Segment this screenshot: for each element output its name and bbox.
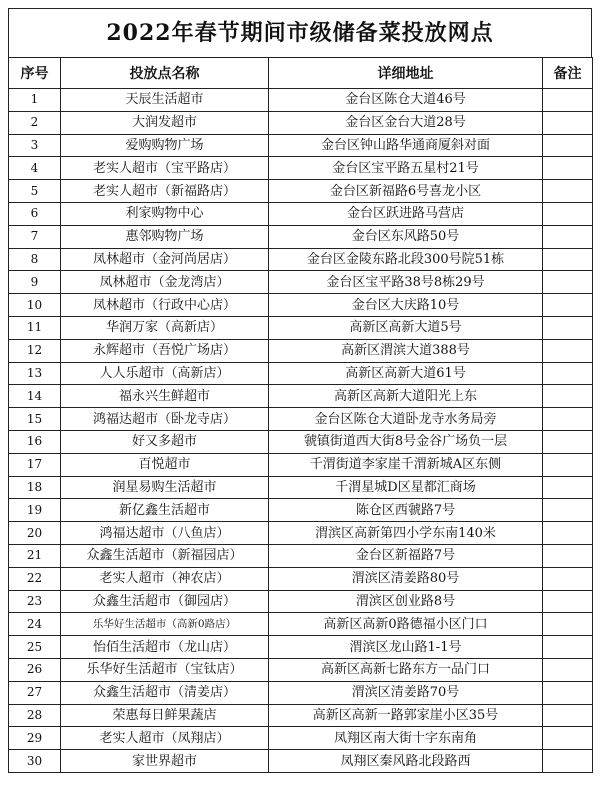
header-row <box>9 58 593 89</box>
outlet-address: 千渭星城D区星都汇商场 <box>269 476 543 499</box>
table-row <box>9 544 593 567</box>
outlet-name: 利家购物中心 <box>61 202 269 225</box>
outlet-name: 鸿福达超市（八鱼店） <box>61 522 269 545</box>
row-number: 19 <box>9 499 61 522</box>
outlet-note <box>543 681 593 704</box>
outlet-name: 众鑫生活超市（御园店） <box>61 590 269 613</box>
outlet-address: 金台区新福路7号 <box>269 544 543 567</box>
table-body <box>9 89 593 773</box>
table-row <box>9 180 593 203</box>
outlet-note <box>543 567 593 590</box>
outlet-address: 金台区金台大道28号 <box>269 111 543 134</box>
outlet-note <box>543 202 593 225</box>
outlet-address: 金台区大庆路10号 <box>269 294 543 317</box>
table-row <box>9 294 593 317</box>
row-number: 10 <box>9 294 61 317</box>
outlet-note <box>543 522 593 545</box>
table-row <box>9 704 593 727</box>
table-row <box>9 476 593 499</box>
outlet-note <box>543 499 593 522</box>
outlet-address: 金台区宝平路五星村21号 <box>269 157 543 180</box>
outlet-name: 乐华好生活超市（高新0路店） <box>61 613 269 636</box>
outlet-note <box>543 339 593 362</box>
table-row <box>9 408 593 431</box>
table-header <box>9 58 593 89</box>
outlet-note <box>543 111 593 134</box>
table-row <box>9 590 593 613</box>
row-number: 28 <box>9 704 61 727</box>
outlet-note <box>543 704 593 727</box>
table-row <box>9 362 593 385</box>
outlet-address: 金台区东风路50号 <box>269 225 543 248</box>
outlet-note <box>543 613 593 636</box>
outlet-note <box>543 727 593 750</box>
outlet-address: 金台区金陵东路北段300号院51栋 <box>269 248 543 271</box>
outlet-note <box>543 430 593 453</box>
table-row <box>9 248 593 271</box>
outlet-note <box>543 544 593 567</box>
outlet-name: 人人乐超市（高新店） <box>61 362 269 385</box>
outlet-name: 老实人超市（凤翔店） <box>61 727 269 750</box>
table-row <box>9 522 593 545</box>
row-number: 23 <box>9 590 61 613</box>
outlet-address: 凤翔区南大街十字东南角 <box>269 727 543 750</box>
outlet-name: 爱购购物广场 <box>61 134 269 157</box>
outlet-address: 陈仓区西虢路7号 <box>269 499 543 522</box>
table-row <box>9 134 593 157</box>
outlet-note <box>543 362 593 385</box>
outlet-address: 渭滨区龙山路1-1号 <box>269 636 543 659</box>
row-number: 7 <box>9 225 61 248</box>
outlet-note <box>543 248 593 271</box>
outlet-name: 凤林超市（金河尚居店） <box>61 248 269 271</box>
outlet-address: 高新区高新大道5号 <box>269 316 543 339</box>
outlet-note <box>543 157 593 180</box>
row-number: 8 <box>9 248 61 271</box>
outlet-name: 鸿福达超市（卧龙寺店） <box>61 408 269 431</box>
row-number: 29 <box>9 727 61 750</box>
outlet-address: 凤翔区秦风路北段路西 <box>269 750 543 773</box>
outlet-address: 渭滨区清姜路80号 <box>269 567 543 590</box>
outlet-name: 润星易购生活超市 <box>61 476 269 499</box>
outlet-note <box>543 271 593 294</box>
table-row <box>9 658 593 681</box>
outlet-address: 金台区新福路6号喜龙小区 <box>269 180 543 203</box>
outlet-name: 百悦超市 <box>61 453 269 476</box>
outlet-note <box>543 750 593 773</box>
outlet-address: 高新区高新七路东方一品门口 <box>269 658 543 681</box>
outlet-name: 荣惠每日鲜果蔬店 <box>61 704 269 727</box>
outlet-address: 高新区高新大道61号 <box>269 362 543 385</box>
outlet-name: 大润发超市 <box>61 111 269 134</box>
outlet-address: 渭滨区高新第四小学东南140米 <box>269 522 543 545</box>
outlet-name: 福永兴生鲜超市 <box>61 385 269 408</box>
outlet-name: 永辉超市（吾悦广场店） <box>61 339 269 362</box>
row-number: 15 <box>9 408 61 431</box>
row-number: 27 <box>9 681 61 704</box>
outlet-note <box>543 89 593 112</box>
outlet-note <box>543 180 593 203</box>
outlet-address: 高新区高新大道阳光上东 <box>269 385 543 408</box>
row-number: 16 <box>9 430 61 453</box>
outlet-name: 老实人超市（新福路店） <box>61 180 269 203</box>
table-row <box>9 453 593 476</box>
outlet-note <box>543 134 593 157</box>
table-row <box>9 430 593 453</box>
row-number: 4 <box>9 157 61 180</box>
outlet-note <box>543 476 593 499</box>
table-row <box>9 202 593 225</box>
outlet-name: 众鑫生活超市（清姜店） <box>61 681 269 704</box>
outlet-address: 金台区陈仓大道卧龙寺水务局旁 <box>269 408 543 431</box>
row-number: 14 <box>9 385 61 408</box>
table-row <box>9 89 593 112</box>
row-number: 1 <box>9 89 61 112</box>
outlet-note <box>543 316 593 339</box>
table-row <box>9 636 593 659</box>
row-number: 11 <box>9 316 61 339</box>
outlet-note <box>543 408 593 431</box>
row-number: 25 <box>9 636 61 659</box>
row-number: 26 <box>9 658 61 681</box>
outlet-name: 老实人超市（宝平路店） <box>61 157 269 180</box>
header-note: 备注 <box>543 58 593 89</box>
outlet-address: 渭滨区清姜路70号 <box>269 681 543 704</box>
table-row <box>9 567 593 590</box>
row-number: 22 <box>9 567 61 590</box>
row-number: 2 <box>9 111 61 134</box>
row-number: 18 <box>9 476 61 499</box>
outlet-address: 金台区陈仓大道46号 <box>269 89 543 112</box>
row-number: 12 <box>9 339 61 362</box>
row-number: 30 <box>9 750 61 773</box>
outlet-address: 金台区钟山路华通商厦斜对面 <box>269 134 543 157</box>
outlet-name: 乐华好生活超市（宝钛店） <box>61 658 269 681</box>
outlet-name: 老实人超市（神农店） <box>61 567 269 590</box>
outlet-note <box>543 385 593 408</box>
outlet-note <box>543 590 593 613</box>
outlet-name: 新亿鑫生活超市 <box>61 499 269 522</box>
row-number: 3 <box>9 134 61 157</box>
outlet-name: 家世界超市 <box>61 750 269 773</box>
outlet-note <box>543 636 593 659</box>
row-number: 21 <box>9 544 61 567</box>
outlet-note <box>543 294 593 317</box>
row-number: 17 <box>9 453 61 476</box>
outlet-address: 金台区宝平路38号8栋29号 <box>269 271 543 294</box>
table-row <box>9 385 593 408</box>
outlet-address: 千渭街道李家崖千渭新城A区东侧 <box>269 453 543 476</box>
outlet-address: 高新区渭滨大道388号 <box>269 339 543 362</box>
outlet-address: 金台区跃进路马营店 <box>269 202 543 225</box>
table-row <box>9 613 593 636</box>
row-number: 24 <box>9 613 61 636</box>
header-name: 投放点名称 <box>61 58 269 89</box>
outlet-table <box>8 57 593 773</box>
table-row <box>9 111 593 134</box>
outlet-name: 天辰生活超市 <box>61 89 269 112</box>
table-row <box>9 225 593 248</box>
table-row <box>9 750 593 773</box>
outlet-name: 华润万家（高新店） <box>61 316 269 339</box>
table-row <box>9 157 593 180</box>
header-address: 详细地址 <box>269 58 543 89</box>
table-row <box>9 499 593 522</box>
outlet-name: 怡佰生活超市（龙山店） <box>61 636 269 659</box>
row-number: 13 <box>9 362 61 385</box>
outlet-address: 虢镇街道西大街8号金谷广场负一层 <box>269 430 543 453</box>
outlet-name: 凤林超市（行政中心店） <box>61 294 269 317</box>
outlet-note <box>543 658 593 681</box>
outlet-address: 渭滨区创业路8号 <box>269 590 543 613</box>
table-row <box>9 271 593 294</box>
row-number: 20 <box>9 522 61 545</box>
row-number: 5 <box>9 180 61 203</box>
outlet-name: 好又多超市 <box>61 430 269 453</box>
outlet-name: 惠邻购物广场 <box>61 225 269 248</box>
outlet-name: 众鑫生活超市（新福园店） <box>61 544 269 567</box>
table-row <box>9 339 593 362</box>
outlet-note <box>543 225 593 248</box>
table-row <box>9 681 593 704</box>
page-title: 2022年春节期间市级储备菜投放网点 <box>8 8 592 57</box>
row-number: 6 <box>9 202 61 225</box>
outlet-name: 凤林超市（金龙湾店） <box>61 271 269 294</box>
table-row <box>9 727 593 750</box>
outlet-address: 高新区高新一路郭家崖小区35号 <box>269 704 543 727</box>
table-row <box>9 316 593 339</box>
row-number: 9 <box>9 271 61 294</box>
outlet-address: 高新区高新0路德福小区门口 <box>269 613 543 636</box>
outlet-note <box>543 453 593 476</box>
header-no: 序号 <box>9 58 61 89</box>
